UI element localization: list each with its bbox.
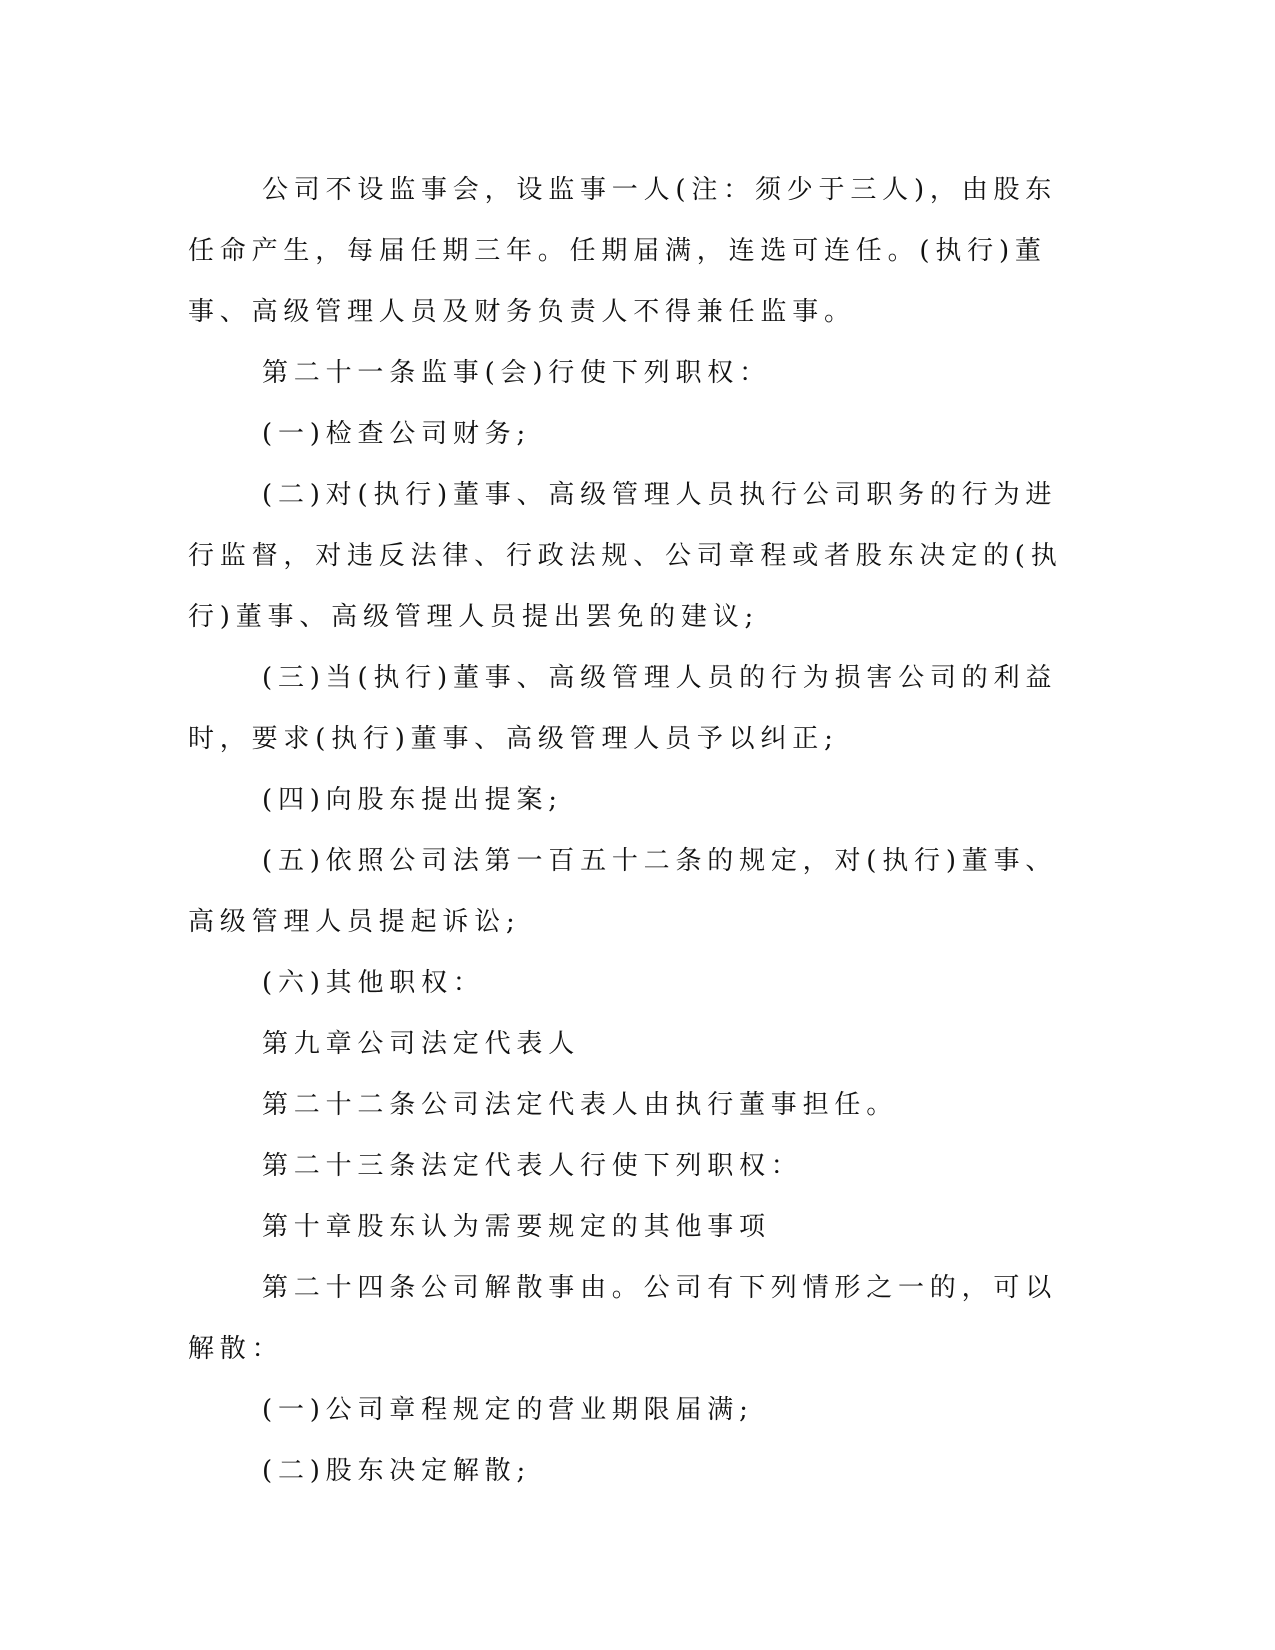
paragraph-article-24: 第二十四条公司解散事由。公司有下列情形之一的，可以解散： xyxy=(188,1273,1058,1364)
paragraph-item-6: (六)其他职权： xyxy=(262,968,485,998)
paragraph-article-21: 第二十一条监事(会)行使下列职权： xyxy=(262,358,771,388)
paragraph-article-22: 第二十二条公司法定代表人由执行董事担任。 xyxy=(262,1090,899,1120)
paragraph-item-4: (四)向股东提出提案; xyxy=(262,785,563,815)
chapter-10-heading: 第十章股东认为需要规定的其他事项 xyxy=(262,1212,771,1242)
paragraph-dissolution-item-2: (二)股东决定解散; xyxy=(262,1456,532,1486)
paragraph-item-2: (二)对(执行)董事、高级管理人员执行公司职务的行为进行监督，对违反法律、行政法规、公司章程或者股东决定的(执行)董事、高级管理人员提出罢免的建议; xyxy=(188,480,1063,632)
paragraph-item-3: (三)当(执行)董事、高级管理人员的行为损害公司的利益时，要求(执行)董事、高级管理人员予以纠正; xyxy=(188,663,1058,754)
chapter-9-heading: 第九章公司法定代表人 xyxy=(262,1029,581,1059)
paragraph-dissolution-item-1: (一)公司章程规定的营业期限届满; xyxy=(262,1395,754,1425)
document-body xyxy=(188,160,1088,1502)
paragraph-item-5: (五)依照公司法第一百五十二条的规定，对(执行)董事、高级管理人员提起诉讼; xyxy=(188,846,1058,937)
paragraph-supervisor-setup: 公司不设监事会，设监事一人(注：须少于三人)，由股东任命产生，每届任期三年。任期届满，连选可连任。(执行)董事、高级管理人员及财务负责人不得兼任监事。 xyxy=(188,175,1058,327)
paragraph-article-23: 第二十三条法定代表人行使下列职权： xyxy=(262,1151,803,1181)
paragraph-item-1: (一)检查公司财务; xyxy=(262,419,532,449)
